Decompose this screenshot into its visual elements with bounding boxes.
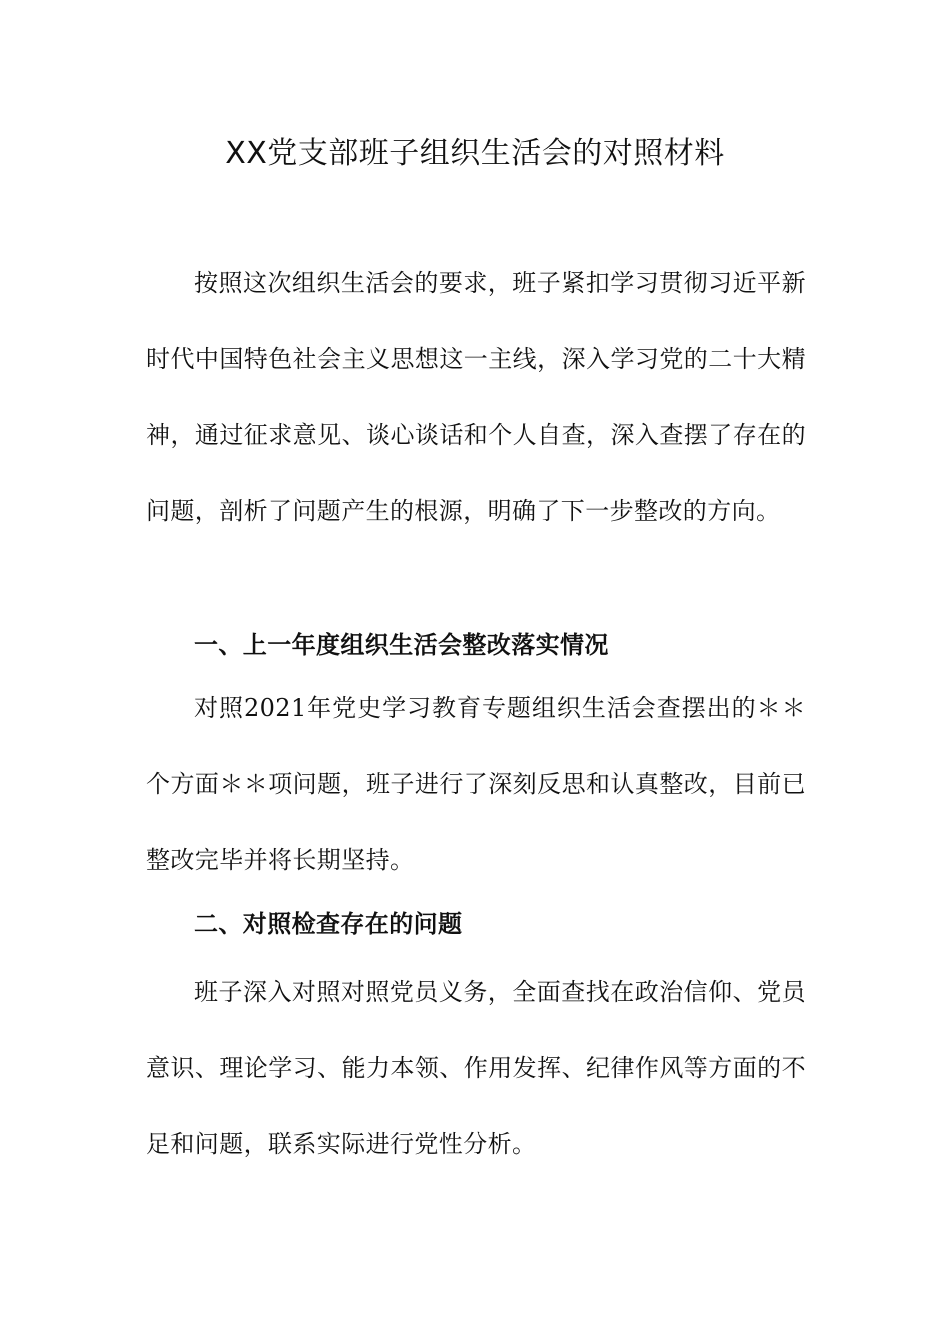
intro-paragraph: 按照这次组织生活会的要求，班子紧扣学习贯彻习近平新时代中国特色社会主义思想这一主线，深入学习党的二十大精神，通过征求意见、谈心谈话和个人自查，深入查摆了存在的问题，剖析了问题产生的根源，明确了下一步整改的方向。 <box>146 269 806 525</box>
document-title: XX党支部班子组织生活会的对照材料 <box>225 136 725 171</box>
section-body-2: 班子深入对照对照党员义务，全面查找在政治信仰、党员意识、理论学习、能力本领、作用发挥、纪律作风等方面的不足和问题，联系实际进行党性分析。 <box>146 978 806 1158</box>
section-body-1: 对照2021年党史学习教育专题组织生活会查摆出的＊＊个方面＊＊项问题，班子进行了深刻反思和认真整改，目前已整改完毕并将长期坚持。 <box>146 694 806 874</box>
section-heading-2: 二、对照检查存在的问题 <box>194 910 463 938</box>
section-heading-1: 一、上一年度组织生活会整改落实情况 <box>194 631 609 659</box>
